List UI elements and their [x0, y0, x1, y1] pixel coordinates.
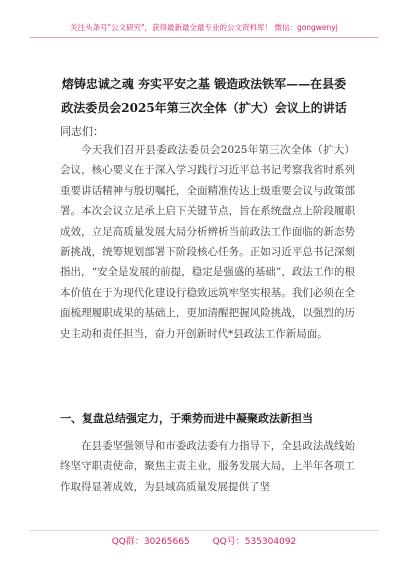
body-paragraph: 今天我们召开县委政法委员会2025年第三次全体（扩大）会议，核心要义在于深入学习践行习近平总书记考察我省时系列重要讲话精神与殷切嘱托，全面精准传达上级重要会议与政策部署。本次会议立足承上启下关键节点，旨在系统盘点上阶段履职成效，立足高质量发展大局分析辨析当前政法工作面临的新态势新挑战，统筹规划部署下阶段核心任务。正如习近平总书记深刻指出，“安全是发展的前提，稳定是强盛的基础”，政法工作的根本价值在于为现代化建设行稳致远筑牢坚实根基。我们必须在全面梳理履职成果的基础上，更加清醒把握风险挑战，以强烈的历史主动和责任担当，奋力开创新时代*县政法工作新局面。 [60, 144, 355, 340]
header-divider [30, 37, 378, 38]
body-paragraph: 在县委坚强领导和市委政法委有力指导下，全县政法战线始终坚守职责使命，聚焦主责主业，服务发展大局，上半年各项工作取得显著成效，为县域高质量发展提供了坚 [60, 440, 355, 493]
contact-footer [0, 534, 408, 547]
document-title: 熔铸忠诚之魂 夯实平安之基 锻造政法铁军——在县委政法委员会2025年第三次全体（扩大）会议上的讲话 [61, 77, 347, 115]
qq-number-text: QQ号：535304092 [212, 537, 297, 547]
qq-group-text: QQ群：30265665 [111, 537, 190, 547]
footer-divider [30, 530, 378, 531]
promo-banner: 关注头条号"公文研究"，获得最新最全最专业的公文资料库！ 微信：gongwenyj [70, 23, 338, 32]
salutation: 同志们： [60, 125, 104, 138]
section-heading: 一、复盘总结强定力，于乘势而进中凝聚政法新担当 [60, 412, 313, 425]
